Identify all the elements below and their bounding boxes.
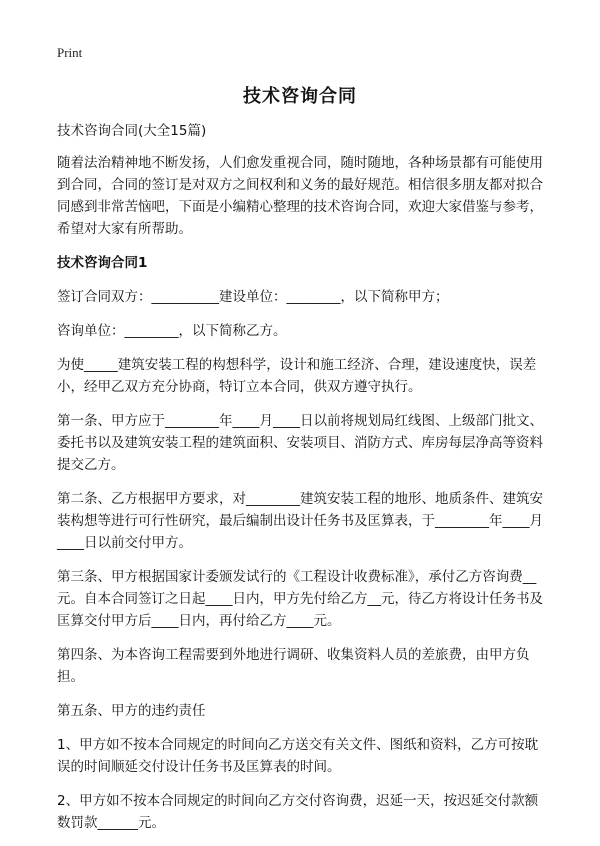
document-body (57, 120, 551, 846)
clause-1-paragraph: 1、甲方如不按本合同规定的时间向乙方送交有关文件、图纸和资料，乙方可按耽误的时间顺延交付设计任务书及匡算表的时间。 (57, 737, 539, 775)
intro-paragraph: 随着法治精神地不断发扬，人们愈发重视合同，随时随地，各种场景都有可能使用到合同，合同的签订是对双方之间权利和义务的最好规范。相信很多朋友都对拟合同感到非常苦恼吧，下面是小编精心整理的技术咨询合同，欢迎大家借鉴与参考，希望对大家有所帮助。 (57, 155, 543, 237)
clause-2-paragraph: 2、甲方如不按本合同规定的时间向乙方交付咨询费，迟延一天，按迟延交付款额数罚款______元。 (57, 793, 539, 831)
document-subtitle: 技术咨询合同(大全15篇) (57, 123, 207, 139)
section-heading: 技术咨询合同1 (57, 255, 148, 271)
document-title: 技术咨询合同 (243, 86, 357, 107)
purpose-paragraph: 为使_____建筑安装工程的构想科学，设计和施工经济、合理，建设速度快，误差小，经甲乙双方充分协商，特订立本合同，供双方遵守执行。 (57, 357, 537, 395)
article-3-paragraph: 第三条、甲方根据国家计委颁发试行的《工程设计收费标准》，承付乙方咨询费__元。自本合同签订之日起____日内，甲方先付给乙方__元，待乙方将设计任务书及匡算交付甲方后____日内，再付给乙方____元。 (57, 569, 543, 629)
consulting-unit-paragraph: 咨询单位：________，以下简称乙方。 (57, 323, 287, 339)
article-4-paragraph: 第四条、为本咨询工程需要到外地进行调研、收集资料人员的差旅费，由甲方负担。 (57, 647, 530, 685)
print-link[interactable]: Print (57, 45, 83, 60)
article-1-paragraph: 第一条、甲方应于________年____月____日以前将规划局红线图、上级部门批文、委托书以及建筑安装工程的建筑面积、安装项目、消防方式、库房每层净高等资料提交乙方。 (57, 413, 543, 473)
contract-parties-paragraph: 签订合同双方：__________建设单位：________，以下简称甲方； (57, 289, 449, 305)
article-5-heading: 第五条、甲方的违约责任 (57, 703, 206, 719)
article-2-paragraph: 第二条、乙方根据甲方要求，对________建筑安装工程的地形、地质条件、建筑安装构想等进行可行性研究，最后编制出设计任务书及匡算表，于________年____月____日以前交付甲方。 (57, 491, 543, 551)
